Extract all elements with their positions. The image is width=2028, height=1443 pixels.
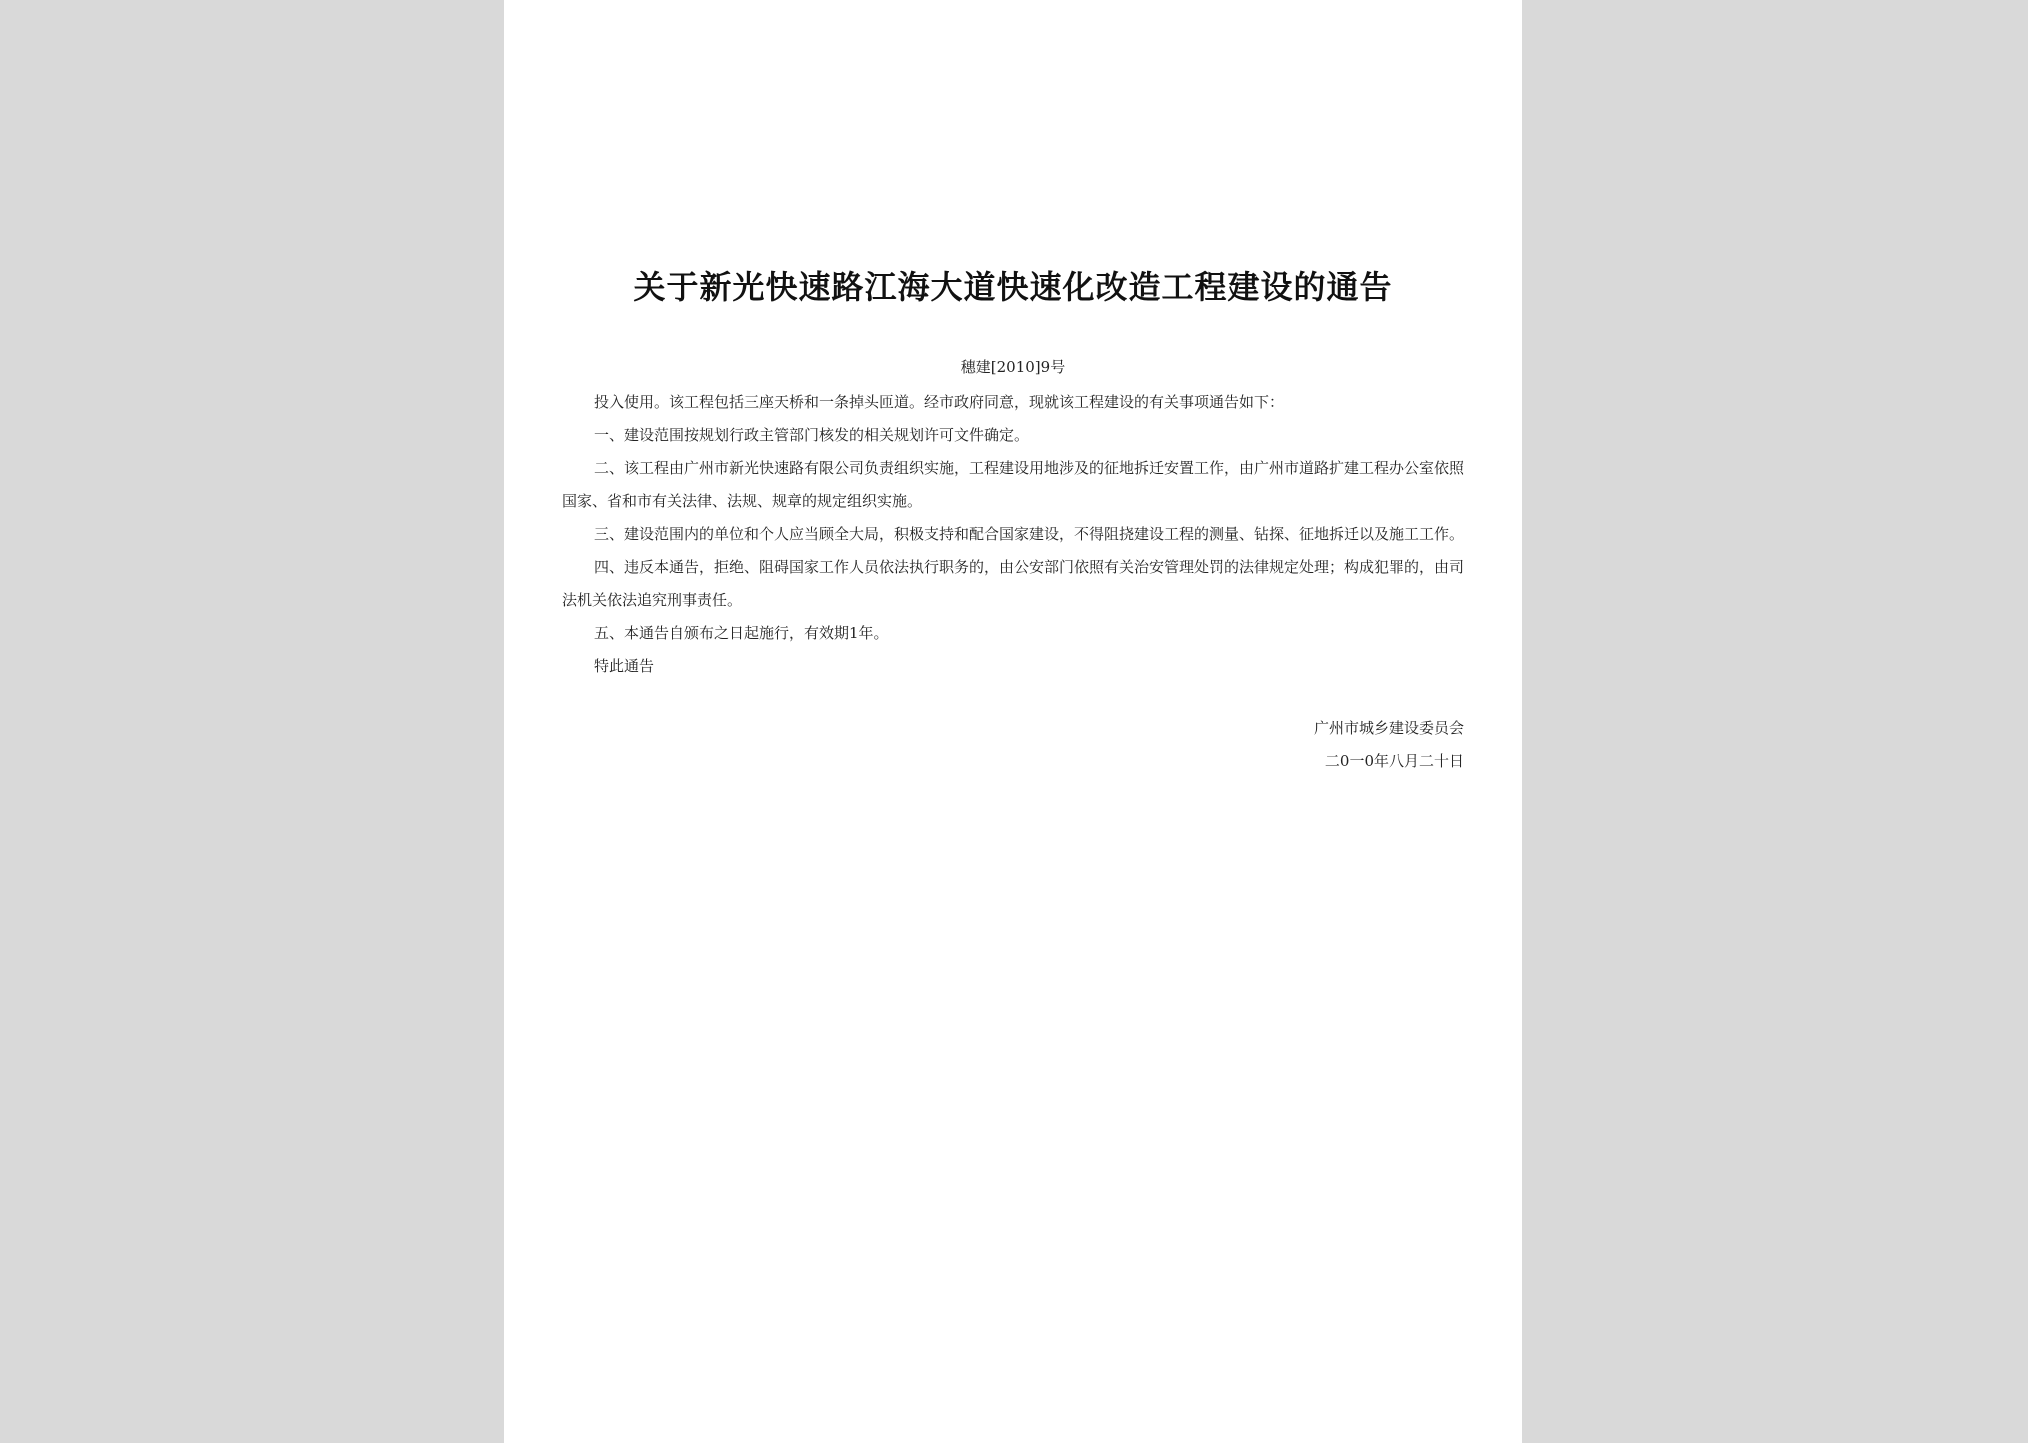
document-title: 关于新光快速路江海大道快速化改造工程建设的通告 [633, 268, 1393, 306]
paragraph-intro: 投入使用。该工程包括三座天桥和一条掉头匝道。经市政府同意，现就该工程建设的有关事项通告如下： [594, 393, 1285, 411]
paragraph-closing: 特此通告 [594, 657, 655, 675]
paragraph-item-4: 四、违反本通告，拒绝、阻碍国家工作人员依法执行职务的，由公安部门依照有关治安管理处罚的法律规定处理；构成犯罪的，由司法机关依法追究刑事责任。 [562, 558, 1465, 609]
signature-block [1314, 712, 1464, 778]
issue-date: 二0一0年八月二十日 [1324, 752, 1464, 770]
paragraph-item-2: 二、该工程由广州市新光快速路有限公司负责组织实施，工程建设用地涉及的征地拆迁安置工作，由广州市道路扩建工程办公室依照国家、省和市有关法律、法规、规章的规定组织实施。 [562, 459, 1465, 510]
paragraph-item-3: 三、建设范围内的单位和个人应当顾全大局，积极支持和配合国家建设，不得阻挠建设工程的测量、钻探、征地拆迁以及施工工作。 [594, 525, 1465, 543]
paragraph-item-5: 五、本通告自颁布之日起施行，有效期1年。 [594, 624, 889, 642]
document-number: 穗建[2010]9号 [960, 358, 1066, 376]
paragraph-item-1: 一、建设范围按规划行政主管部门核发的相关规划许可文件确定。 [594, 426, 1030, 444]
document-page [504, 0, 1522, 1443]
document-body [562, 386, 1464, 683]
issuer-name: 广州市城乡建设委员会 [1313, 719, 1464, 737]
